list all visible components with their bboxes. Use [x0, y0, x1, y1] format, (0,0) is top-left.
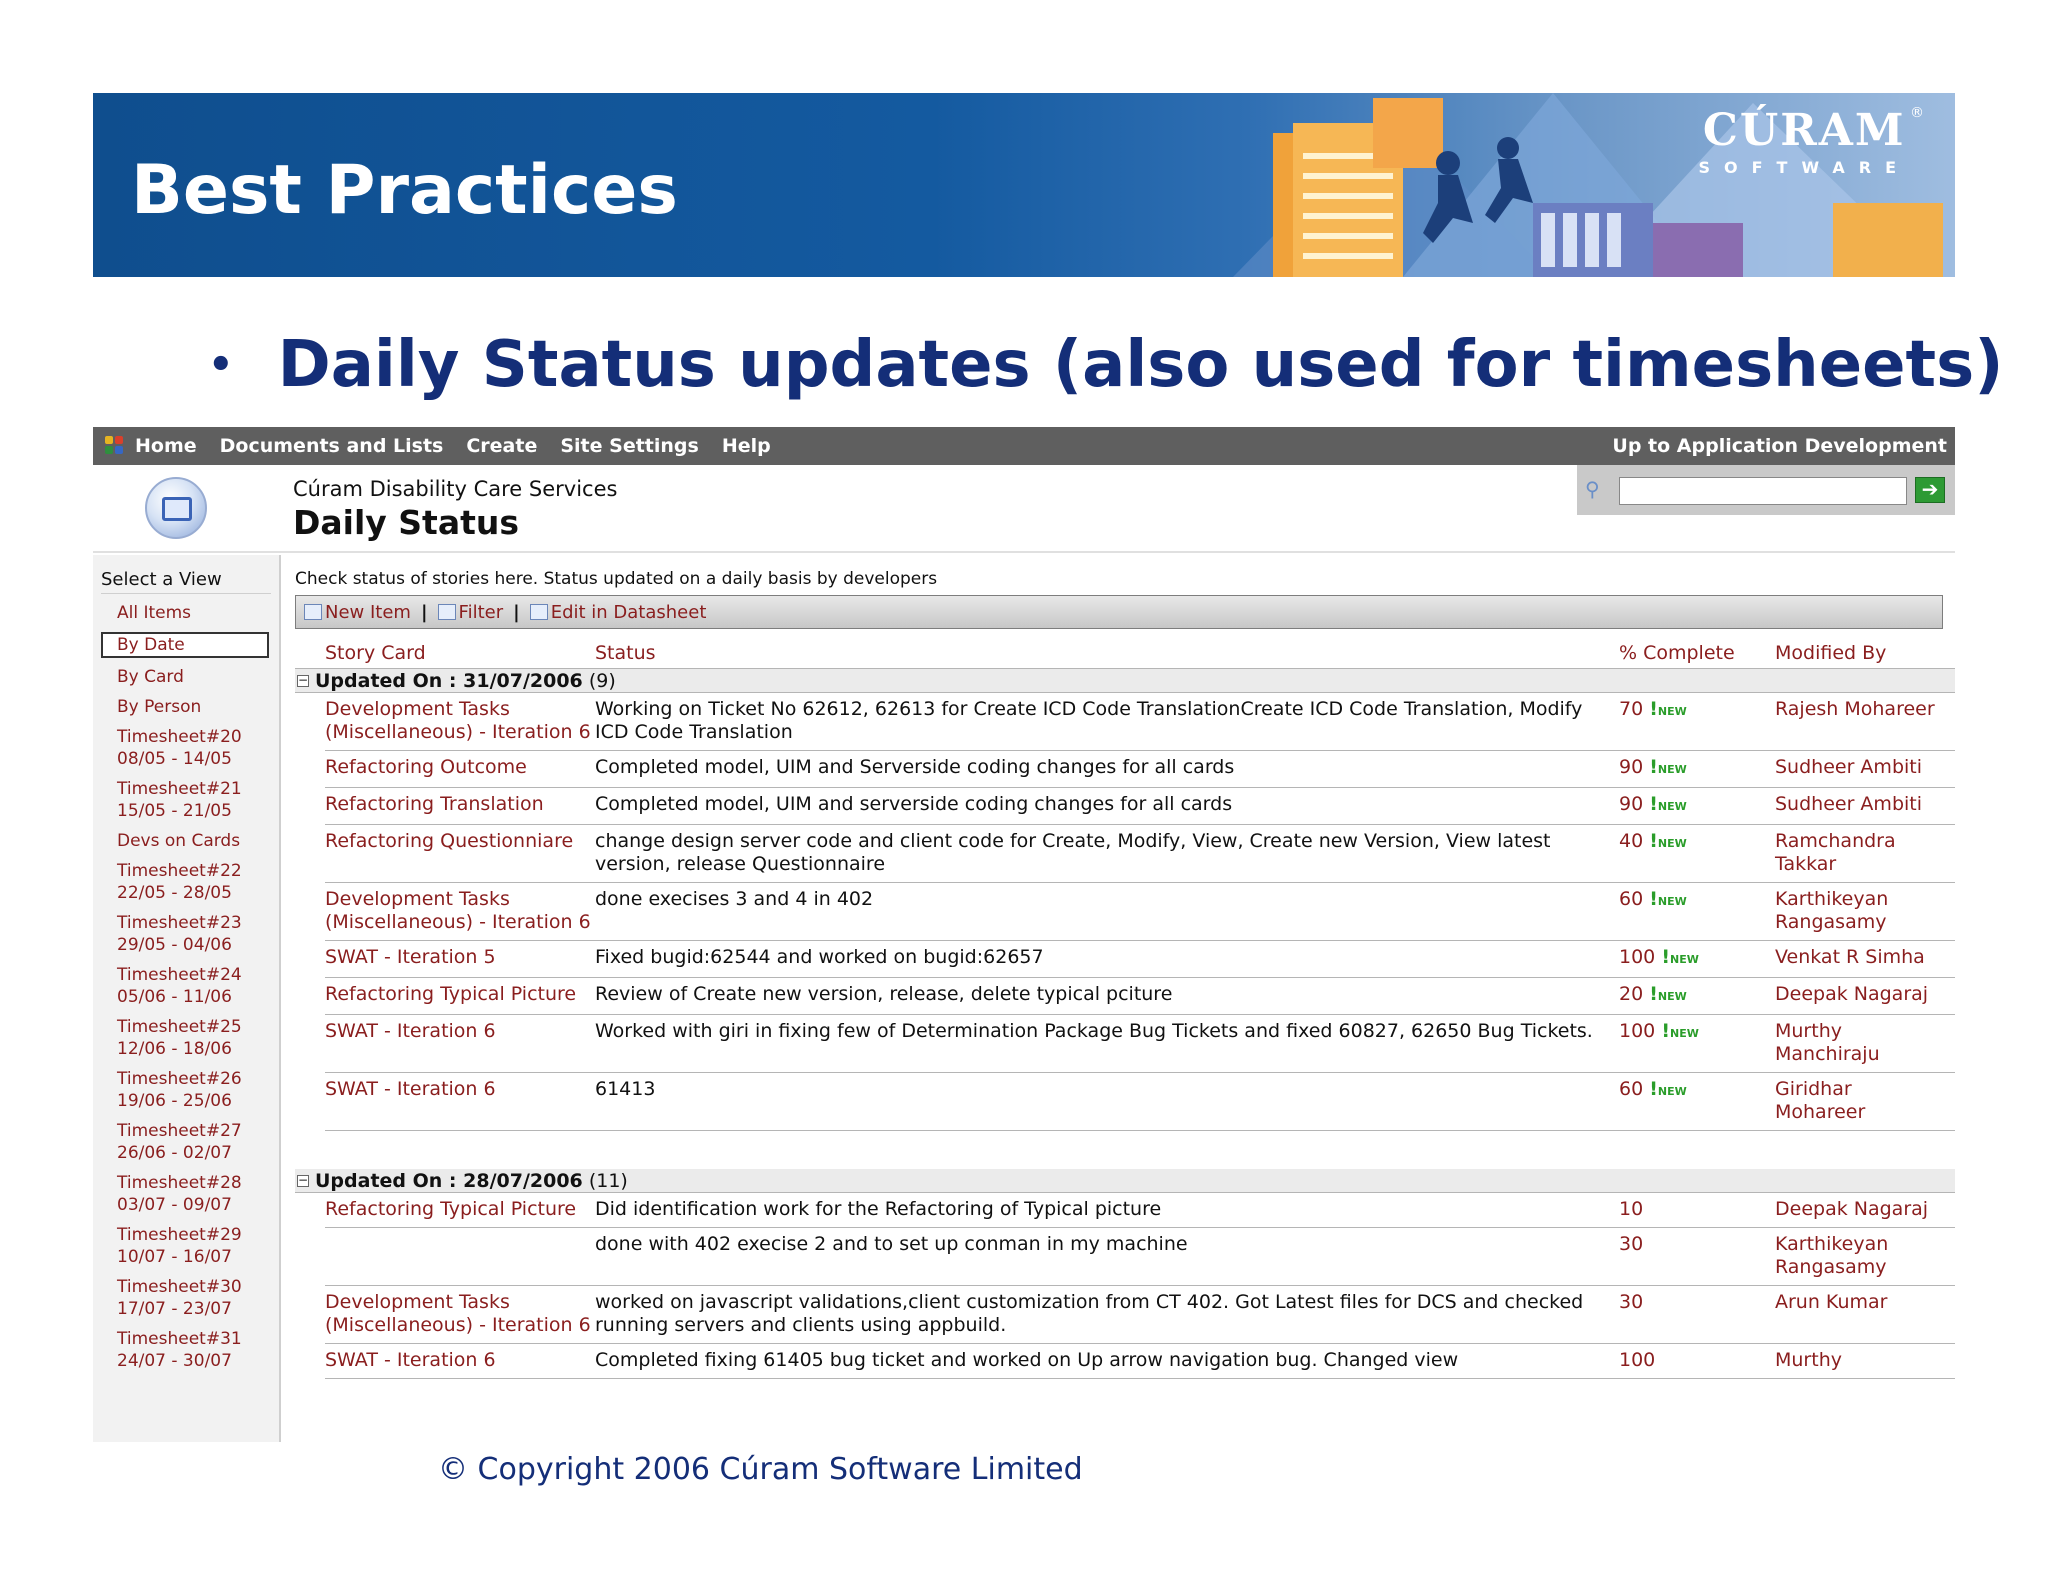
percent-complete-value: 20 — [1619, 983, 1644, 1005]
table-row — [325, 788, 1955, 825]
top-nav-bar — [93, 427, 1955, 465]
modified-by-link[interactable]: Karthikeyan Rangasamy — [1775, 888, 1889, 933]
new-item-flag: !NEW — [1649, 756, 1687, 778]
toolbar-separator: | — [513, 601, 520, 623]
new-item-flag: !NEW — [1649, 830, 1687, 852]
percent-complete-cell — [1619, 698, 1775, 744]
new-item-flag: !NEW — [1649, 1078, 1687, 1100]
column-story-card[interactable]: Story Card — [325, 642, 426, 664]
percent-complete-value: 70 — [1619, 698, 1644, 720]
new-item-icon — [304, 604, 322, 620]
story-card-link[interactable]: Development Tasks (Miscellaneous) - Iteration 6 — [325, 698, 591, 743]
sidebar-view-daterange: 19/06 - 25/06 — [117, 1091, 232, 1111]
new-flag-label: NEW — [1657, 837, 1687, 850]
sidebar-title: Select a View — [101, 569, 222, 590]
modified-by-link[interactable]: Ramchandra Takkar — [1775, 830, 1896, 875]
table-row — [325, 751, 1955, 788]
logo-subtitle: SOFTWARE — [1698, 158, 1910, 177]
sharepoint-screenshot — [93, 427, 1955, 1442]
slide-banner — [93, 93, 1955, 277]
slide-title: Best Practices — [131, 151, 678, 230]
new-item-flag: !NEW — [1649, 888, 1687, 910]
sidebar-view-label: Timesheet#26 — [117, 1069, 242, 1089]
status-text[interactable]: Fixed bugid:62544 and worked on bugid:62657 — [595, 946, 1044, 968]
percent-complete-cell — [1619, 1233, 1775, 1279]
sidebar-view-daterange: 29/05 - 04/06 — [117, 935, 232, 955]
sidebar-view-label: Timesheet#22 — [117, 861, 242, 881]
sidebar-view-daterange: 05/06 - 11/06 — [117, 987, 232, 1007]
modified-by-link[interactable]: Rajesh Mohareer — [1775, 698, 1935, 720]
table-row — [325, 1073, 1955, 1131]
sidebar-view-daterange: 26/06 - 02/07 — [117, 1143, 232, 1163]
sidebar-view-item[interactable] — [93, 1172, 279, 1216]
group-spacer — [295, 1131, 1955, 1169]
search-icon: ⚲ — [1585, 477, 1600, 501]
new-item-flag: !NEW — [1661, 1020, 1699, 1042]
sidebar-view-label: Timesheet#25 — [117, 1017, 242, 1037]
sidebar-view-label: By Person — [117, 697, 202, 717]
table-row — [325, 1193, 1955, 1228]
percent-complete-value: 100 — [1619, 946, 1656, 968]
status-text[interactable]: Completed fixing 61405 bug ticket and worked on Up arrow navigation bug. Changed view — [595, 1349, 1459, 1371]
status-text[interactable]: Worked with giri in fixing few of Determination Package Bug Tickets and fixed 60827, 62650 Bug Tickets. — [595, 1020, 1593, 1042]
table-row — [325, 1015, 1955, 1073]
percent-complete-cell — [1619, 756, 1775, 781]
percent-complete-cell — [1619, 1349, 1775, 1372]
sidebar-view-item[interactable] — [93, 912, 279, 956]
modified-by-link[interactable]: Sudheer Ambiti — [1775, 793, 1923, 815]
story-card-link[interactable]: SWAT - Iteration 5 — [325, 946, 496, 968]
table-row — [325, 693, 1955, 751]
nav-site-settings[interactable]: Site Settings — [560, 435, 699, 457]
search-go-button[interactable]: ➔ — [1915, 477, 1945, 503]
new-item-flag: !NEW — [1649, 698, 1687, 720]
new-flag-label: NEW — [1657, 895, 1687, 908]
copyright-footer: © Copyright 2006 Cúram Software Limited — [438, 1452, 1083, 1487]
table-row — [325, 883, 1955, 941]
sidebar-divider — [101, 593, 271, 594]
list-description: Check status of stories here. Status updated on a daily basis by developers — [295, 569, 938, 589]
sidebar-view-daterange: 15/05 - 21/05 — [117, 801, 232, 821]
toolbar-separator: | — [420, 601, 428, 623]
percent-complete-cell — [1619, 983, 1775, 1008]
percent-complete-value: 90 — [1619, 756, 1644, 778]
sidebar-view-label: Timesheet#24 — [117, 965, 242, 985]
sidebar-view-daterange: 10/07 - 16/07 — [117, 1247, 232, 1267]
sidebar-view-item[interactable] — [93, 1328, 279, 1372]
table-row — [325, 978, 1955, 1015]
new-flag-label: NEW — [1657, 1085, 1687, 1098]
sidebar-view-label: Timesheet#31 — [117, 1329, 242, 1349]
sidebar-view-item[interactable] — [93, 1224, 279, 1268]
search-input[interactable] — [1619, 477, 1907, 505]
sidebar-view-item[interactable] — [93, 860, 279, 904]
story-card-link[interactable]: Refactoring Typical Picture — [325, 983, 577, 1005]
page-title: Daily Status — [293, 503, 520, 542]
percent-complete-value: 40 — [1619, 830, 1644, 852]
sidebar-view-item[interactable] — [93, 602, 279, 624]
group-count: (9) — [588, 669, 616, 692]
sidebar-view-label: Timesheet#20 — [117, 727, 242, 747]
sidebar-view-label: All Items — [117, 603, 192, 623]
sidebar-view-label: By Date — [117, 635, 185, 655]
sidebar-view-daterange: 12/06 - 18/06 — [117, 1039, 232, 1059]
table-row — [325, 1344, 1955, 1379]
sidebar-view-item[interactable] — [93, 1016, 279, 1060]
sidebar-view-item[interactable] — [93, 1120, 279, 1164]
status-text[interactable]: Did identification work for the Refactoring of Typical picture — [595, 1198, 1162, 1220]
sidebar-view-item[interactable] — [93, 696, 279, 718]
sidebar-view-daterange: 22/05 - 28/05 — [117, 883, 232, 903]
column-modified-by[interactable]: Modified By — [1775, 642, 1887, 664]
sidebar-view-label: Timesheet#21 — [117, 779, 242, 799]
story-card-link[interactable]: Refactoring Questionniare — [325, 830, 574, 852]
new-item-button[interactable]: New Item — [325, 601, 411, 623]
percent-complete-cell — [1619, 946, 1775, 971]
sidebar-view-item[interactable] — [93, 778, 279, 822]
status-text[interactable]: Working on Ticket No 62612, 62613 for Create ICD Code TranslationCreate ICD Code Translation, Modify ICD Code Translation — [595, 698, 1583, 743]
sidebar-view-item[interactable] — [93, 666, 279, 688]
percent-complete-value: 60 — [1619, 888, 1644, 910]
datasheet-icon — [530, 604, 548, 620]
nav-help[interactable]: Help — [721, 435, 771, 457]
modified-by-link[interactable]: Murthy — [1775, 1349, 1842, 1371]
status-text[interactable]: change design server code and client code for Create, Modify, View, Create new Version, View latest version, release Questionnaire — [595, 830, 1551, 875]
sidebar-view-item[interactable] — [93, 1276, 279, 1320]
group-label: Updated On : 31/07/2006 — [315, 669, 583, 692]
new-flag-label: NEW — [1669, 953, 1699, 966]
collapse-icon[interactable]: − — [298, 672, 309, 687]
percent-complete-value: 90 — [1619, 793, 1644, 815]
site-icon — [145, 477, 207, 539]
filter-icon — [438, 604, 456, 620]
sidebar-items — [93, 602, 279, 1372]
modified-by-link[interactable]: Deepak Nagaraj — [1775, 1198, 1929, 1220]
status-text[interactable]: done execises 3 and 4 in 402 — [595, 888, 874, 910]
story-card-link[interactable]: Refactoring Translation — [325, 793, 544, 815]
percent-complete-value: 30 — [1619, 1291, 1644, 1313]
column-status[interactable]: Status — [595, 642, 656, 664]
view-sidebar — [93, 555, 281, 1442]
new-item-flag: !NEW — [1649, 793, 1687, 815]
nav-home[interactable]: Home — [135, 435, 197, 457]
story-card-link[interactable]: SWAT - Iteration 6 — [325, 1020, 496, 1042]
percent-complete-cell — [1619, 888, 1775, 934]
new-flag-label: NEW — [1657, 990, 1687, 1003]
sidebar-view-daterange: 24/07 - 30/07 — [117, 1351, 232, 1371]
sidebar-view-item[interactable] — [101, 632, 269, 658]
table-row — [325, 941, 1955, 978]
status-text[interactable]: 61413 — [595, 1078, 656, 1100]
story-card-link[interactable]: Development Tasks (Miscellaneous) - Iteration 6 — [325, 1291, 591, 1336]
site-header — [93, 465, 1955, 553]
modified-by-link[interactable]: Sudheer Ambiti — [1775, 756, 1923, 778]
percent-complete-value: 10 — [1619, 1198, 1644, 1220]
sidebar-view-item[interactable] — [93, 726, 279, 770]
site-name[interactable]: Cúram Disability Care Services — [293, 477, 618, 501]
modified-by-link[interactable]: Karthikeyan Rangasamy — [1775, 1233, 1889, 1278]
percent-complete-cell — [1619, 1291, 1775, 1337]
percent-complete-cell — [1619, 1020, 1775, 1066]
percent-complete-value: 100 — [1619, 1349, 1656, 1371]
group-label: Updated On : 28/07/2006 — [315, 1169, 583, 1192]
percent-complete-cell — [1619, 1198, 1775, 1221]
table-row — [325, 1228, 1955, 1286]
curam-logo — [1698, 105, 1924, 177]
registered-mark: ® — [1910, 105, 1924, 121]
home-icon[interactable] — [105, 436, 125, 456]
status-text[interactable]: Completed model, UIM and serverside coding changes for all cards — [595, 793, 1233, 815]
slide-bullet — [208, 328, 2003, 402]
sidebar-view-label: Timesheet#23 — [117, 913, 242, 933]
column-header-row — [295, 629, 1955, 669]
column-percent-complete[interactable]: % Complete — [1619, 642, 1735, 664]
table-row — [325, 825, 1955, 883]
logo-wordmark: CÚRAM — [1702, 105, 1906, 156]
filter-button[interactable]: Filter — [458, 601, 504, 623]
group-count: (11) — [588, 1169, 628, 1192]
status-text[interactable]: done with 402 execise 2 and to set up conman in my machine — [595, 1233, 1188, 1255]
sidebar-view-label: Timesheet#28 — [117, 1173, 242, 1193]
bullet-dot: • — [208, 342, 234, 388]
sidebar-view-daterange: 08/05 - 14/05 — [117, 749, 232, 769]
sidebar-view-daterange: 17/07 - 23/07 — [117, 1299, 232, 1319]
sidebar-view-item[interactable] — [93, 830, 279, 852]
edit-in-datasheet-button[interactable]: Edit in Datasheet — [550, 601, 707, 623]
story-card-link[interactable]: Development Tasks (Miscellaneous) - Iteration 6 — [325, 888, 591, 933]
story-card-link[interactable]: Refactoring Typical Picture — [325, 1198, 577, 1220]
sidebar-view-label: Timesheet#27 — [117, 1121, 242, 1141]
percent-complete-cell — [1619, 793, 1775, 818]
group-header[interactable] — [295, 669, 1955, 693]
list-main — [295, 555, 1955, 1379]
percent-complete-value: 30 — [1619, 1233, 1644, 1255]
new-flag-label: NEW — [1669, 1027, 1699, 1040]
modified-by-link[interactable]: Venkat R Simha — [1775, 946, 1925, 968]
percent-complete-value: 60 — [1619, 1078, 1644, 1100]
list-groups — [295, 669, 1955, 1379]
story-card-link[interactable] — [325, 1233, 595, 1279]
new-item-flag: !NEW — [1661, 946, 1699, 968]
status-text[interactable]: Review of Create new version, release, delete typical pciture — [595, 983, 1173, 1005]
collapse-icon[interactable]: − — [298, 1172, 309, 1187]
sidebar-view-label: Devs on Cards — [117, 831, 241, 851]
modified-by-link[interactable]: Deepak Nagaraj — [1775, 983, 1929, 1005]
status-text[interactable]: worked on javascript validations,client customization from CT 402. Got Latest files for DCS and checked running servers and clients using appbuild. — [595, 1291, 1584, 1336]
sidebar-view-item[interactable] — [93, 1068, 279, 1112]
percent-complete-value: 100 — [1619, 1020, 1656, 1042]
story-card-link[interactable]: SWAT - Iteration 6 — [325, 1078, 496, 1100]
nav-create[interactable]: Create — [466, 435, 538, 457]
modified-by-link[interactable]: Murthy Manchiraju — [1775, 1020, 1880, 1065]
sidebar-view-label: By Card — [117, 667, 184, 687]
new-flag-label: NEW — [1657, 705, 1687, 718]
list-toolbar — [295, 595, 1943, 629]
nav-up-to-parent[interactable]: Up to Application Development — [1612, 435, 1947, 457]
new-flag-label: NEW — [1657, 800, 1687, 813]
sidebar-view-daterange: 03/07 - 09/07 — [117, 1195, 232, 1215]
sidebar-view-label: Timesheet#30 — [117, 1277, 242, 1297]
percent-complete-cell — [1619, 830, 1775, 876]
table-row — [325, 1286, 1955, 1344]
nav-documents-and-lists[interactable]: Documents and Lists — [219, 435, 444, 457]
story-card-link[interactable]: SWAT - Iteration 6 — [325, 1349, 496, 1371]
group-header[interactable] — [295, 1169, 1955, 1193]
percent-complete-cell — [1619, 1078, 1775, 1124]
sidebar-view-label: Timesheet#29 — [117, 1225, 242, 1245]
modified-by-link[interactable]: Giridhar Mohareer — [1775, 1078, 1866, 1123]
sidebar-view-item[interactable] — [93, 964, 279, 1008]
status-text[interactable]: Completed model, UIM and Serverside coding changes for all cards — [595, 756, 1235, 778]
new-flag-label: NEW — [1657, 763, 1687, 776]
story-card-link[interactable]: Refactoring Outcome — [325, 756, 527, 778]
search-area — [1577, 465, 1955, 515]
new-item-flag: !NEW — [1649, 983, 1687, 1005]
bullet-text: Daily Status updates (also used for timesheets) — [277, 328, 2004, 402]
modified-by-link[interactable]: Arun Kumar — [1775, 1291, 1888, 1313]
